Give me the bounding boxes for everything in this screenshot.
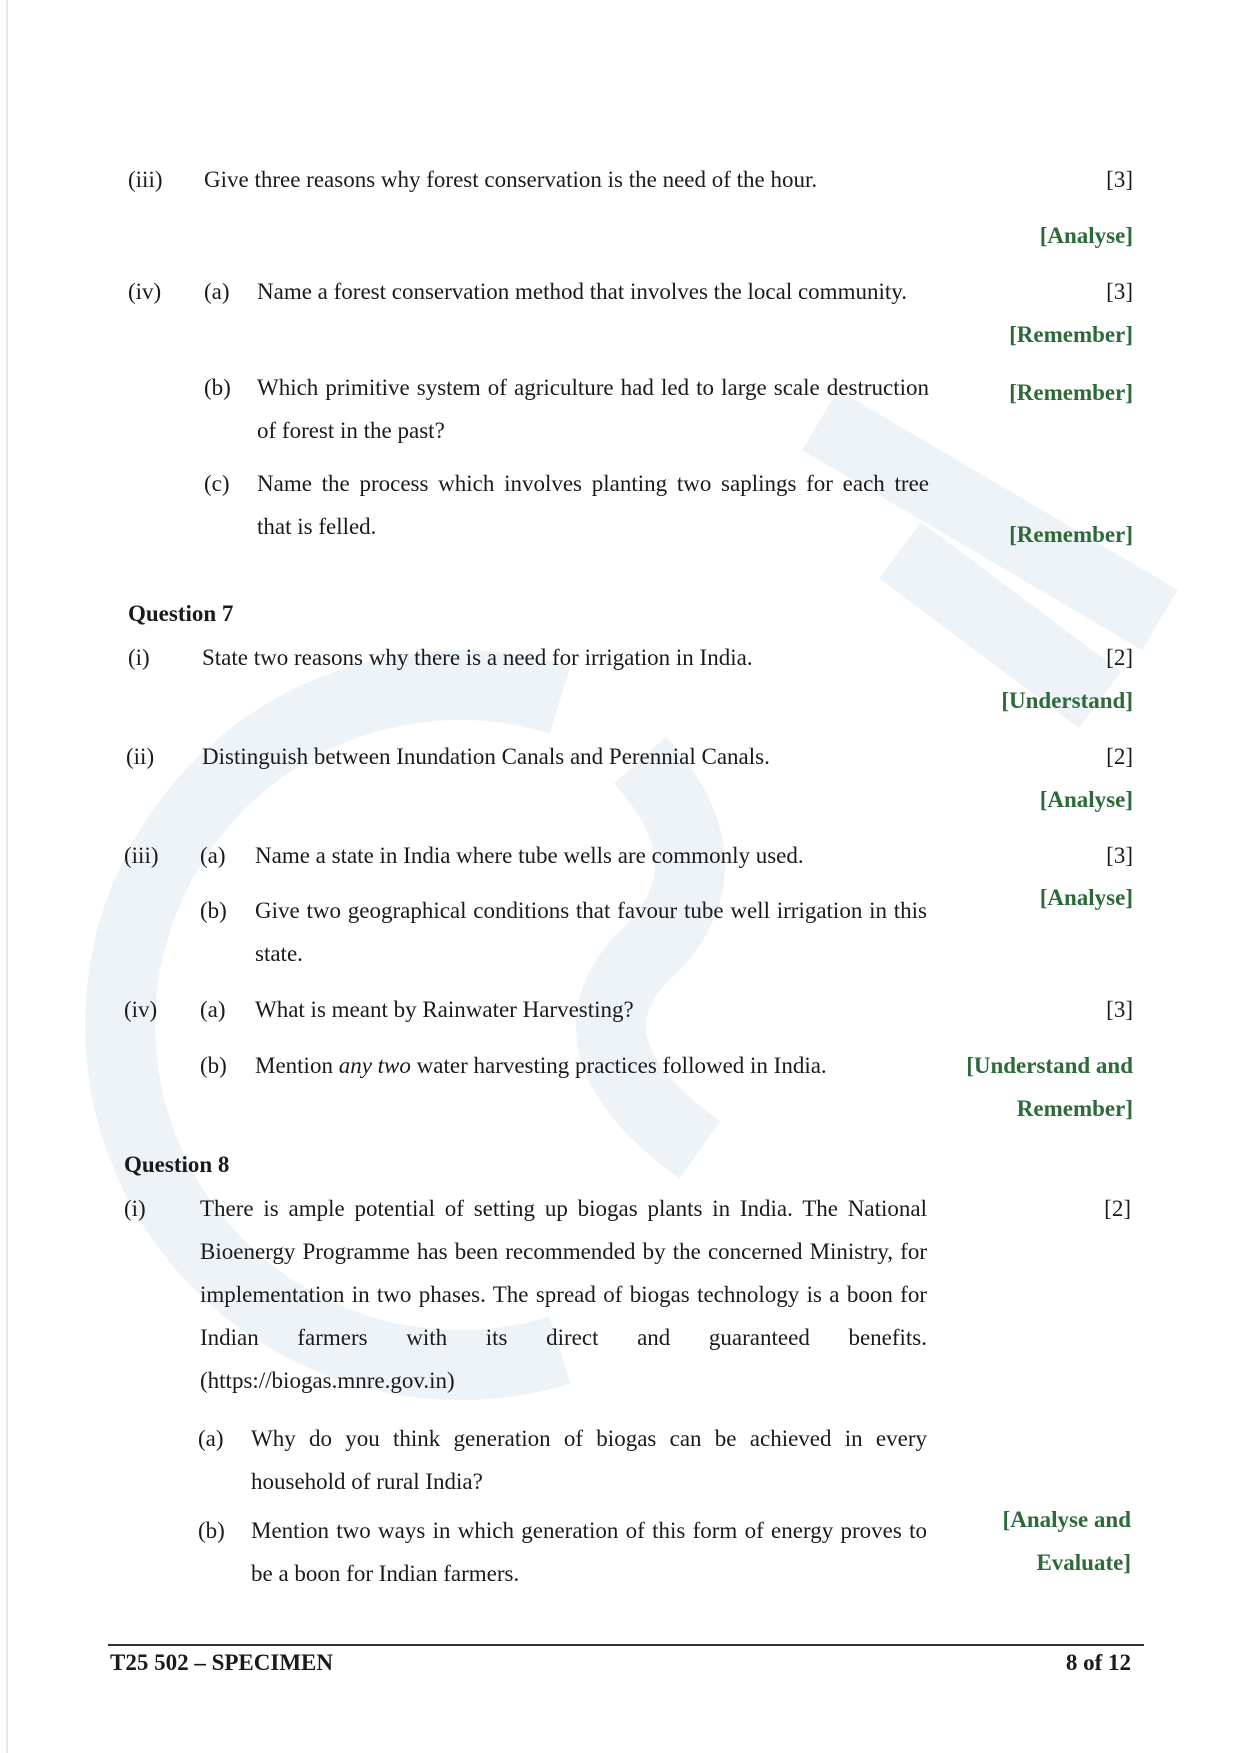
q6-iii-marks: [3] [1106,167,1133,192]
page-number: 8 of 12 [1065,1650,1131,1675]
q7-iv-b-emphasis: any two [338,1053,411,1078]
q7-ii-tag: [Analyse] [1039,787,1133,812]
q6-iii-text: Give three reasons why forest conservation is the need of the hour. [204,167,818,192]
paper-code: T25 502 – SPECIMEN [110,1650,333,1675]
q7-i-marks: [2] [1106,645,1133,670]
q6-iv-c-number: (c) [204,471,230,496]
q7-iii-b-number: (b) [200,898,227,923]
q7-iv-number: (iv) [124,997,158,1022]
q6-iv-b-text: Which primitive system of agriculture had led to large scale destruction of forest in the past? [257,375,929,443]
q6-iv-a-number: (a) [204,279,230,304]
q7-iii-marks: [3] [1106,843,1133,868]
page-edge-shadow [6,0,8,1753]
q7-iii-b-text: Give two geographical conditions that favour tube well irrigation in this state. [255,898,927,966]
question-8-heading: Question 8 [124,1152,230,1177]
q8-i-b-number: (b) [198,1518,225,1543]
q7-i-tag: [Understand] [1001,688,1133,713]
q6-iv-b-tag: [Remember] [1009,380,1133,405]
q7-ii-number: (ii) [126,744,155,769]
q8-i-tag-line1: [Analyse and [1002,1507,1131,1532]
q6-iv-a-text: Name a forest conservation method that involves the local community. [257,279,907,304]
q7-i-text: State two reasons why there is a need for irrigation in India. [202,645,753,670]
q7-iv-b-number: (b) [200,1053,227,1078]
q7-i-number: (i) [128,645,150,670]
q6-iii-tag: [Analyse] [1039,223,1133,248]
q7-iv-tag-line2: Remember] [1016,1096,1133,1121]
q6-iv-number: (iv) [128,279,162,304]
q6-iii-number: (iii) [128,167,163,192]
q8-i-a-number: (a) [198,1426,224,1451]
q8-i-number: (i) [124,1196,146,1221]
q7-iv-a-text: What is meant by Rainwater Harvesting? [255,997,634,1022]
q6-iv-marks: [3] [1106,279,1133,304]
q8-i-b-text: Mention two ways in which generation of this form of energy proves to be a boon for Indian farmers. [251,1518,927,1586]
q6-iv-c-tag: [Remember] [1009,522,1133,547]
q7-iv-b-post: water harvesting practices followed in India. [410,1053,827,1078]
q7-iv-marks: [3] [1106,997,1133,1022]
q7-iii-a-number: (a) [200,843,226,868]
q8-i-a-text: Why do you think generation of biogas can be achieved in every household of rural India? [251,1426,927,1494]
q7-iii-number: (iii) [124,843,159,868]
q7-ii-marks: [2] [1106,744,1133,769]
q7-iv-b-text [255,1051,827,1081]
q7-iv-b-pre: Mention [255,1053,339,1078]
q8-i-marks: [2] [1104,1196,1131,1221]
q8-i-tag-line2: Evaluate] [1036,1550,1131,1575]
q7-iv-tag-line1: [Understand and [966,1053,1133,1078]
question-7-heading: Question 7 [128,601,234,626]
q6-iv-a-tag: [Remember] [1009,322,1133,347]
q7-iii-a-text: Name a state in India where tube wells are commonly used. [255,843,804,868]
q6-iv-b-number: (b) [204,375,231,400]
q8-i-passage: There is ample potential of setting up biogas plants in India. The National Bioenergy Programme has been recommended by the concerned Ministry, for implementation in two phases. The spread of biogas technology is a boon for Indian farmers with its direct and guaranteed benefits. (https://biogas.mnre.gov.in) [200,1196,927,1393]
q7-ii-text: Distinguish between Inundation Canals and Perennial Canals. [202,744,770,769]
q7-iv-a-number: (a) [200,997,226,1022]
q6-iv-c-text: Name the process which involves planting two saplings for each tree that is felled. [257,471,929,539]
q7-iii-tag: [Analyse] [1039,885,1133,910]
footer-divider [108,1644,1144,1646]
